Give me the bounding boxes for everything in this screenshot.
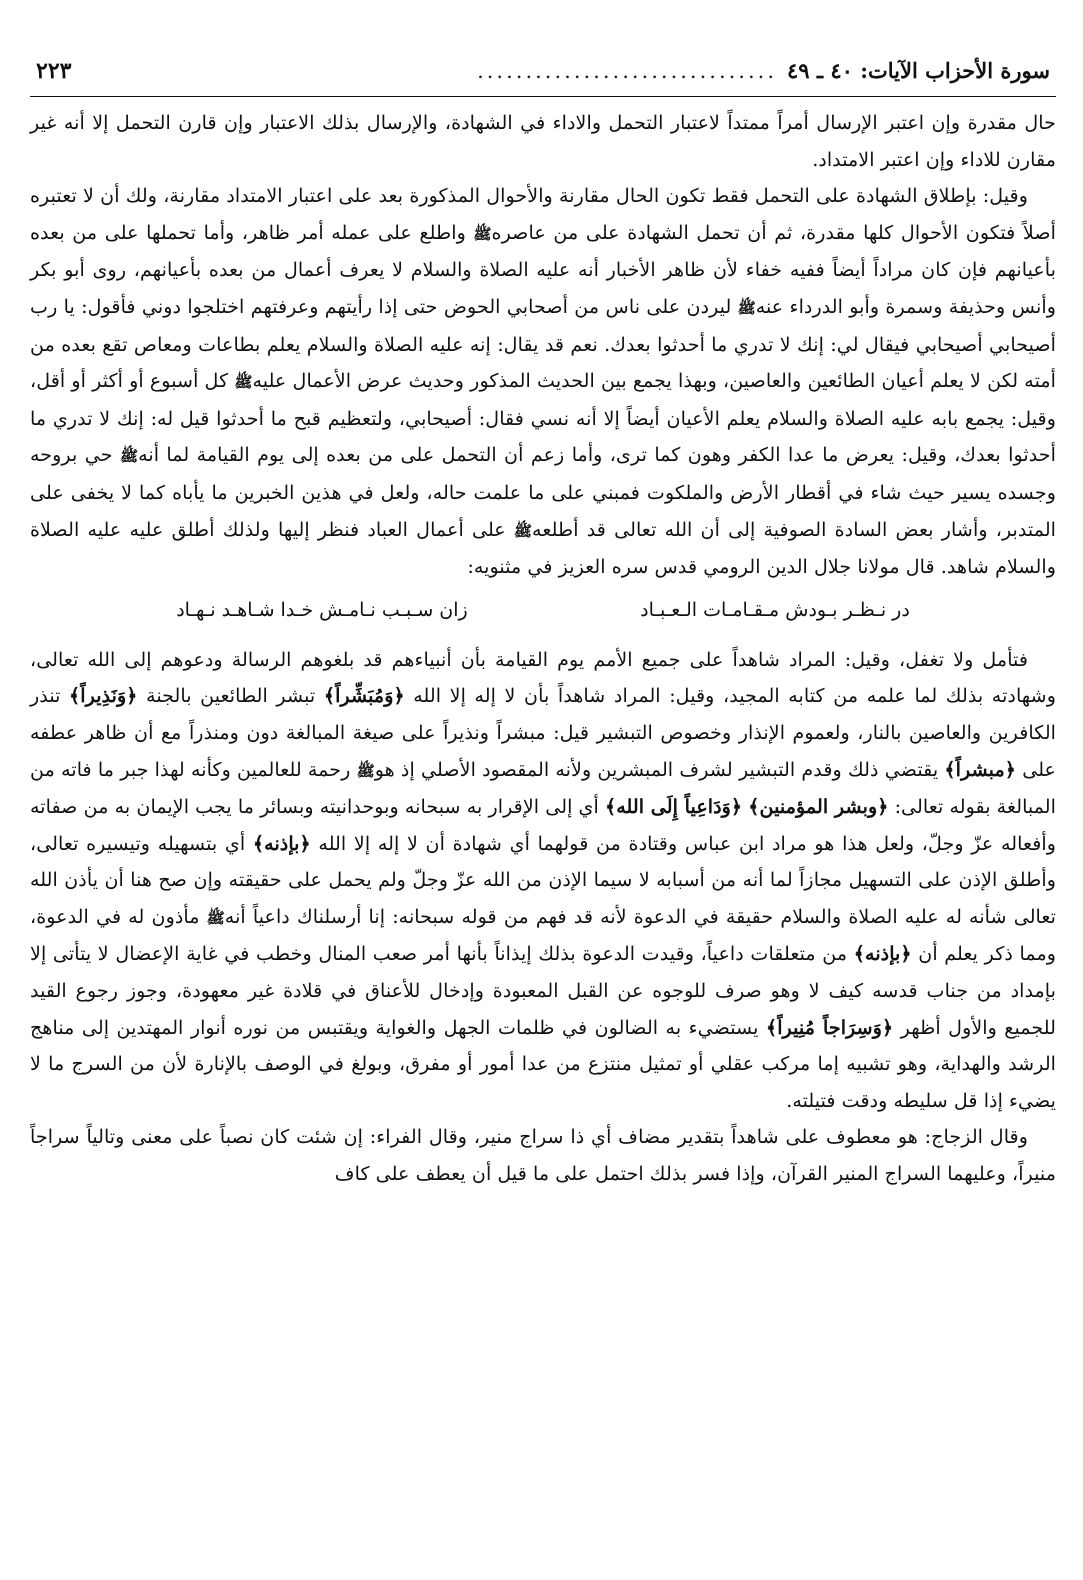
quran-quote: ﴿وَنَذِيراً﴾ (69, 684, 138, 708)
honorific-glyph: ﷺ (206, 908, 225, 927)
quran-quote: ﴿وَدَاعِياً إِلَى الله﴾ (605, 795, 743, 819)
text-run: حال مقدرة وإن اعتبر الإرسال أمراً ممتداً لاعتبار التحمل والاداء في الشهادة، والإرسال بذلك الاعتبار وإن قارن التحمل إلا أنه غير مقارن للاداء وإن اعتبر الامتداد. (30, 111, 1056, 171)
paragraph-4 (30, 1119, 1056, 1192)
paragraph-1 (30, 105, 1056, 178)
text-run: يستضيء به الضالون في ظلمات الجهل والغواية ويقتبس من نوره أنوار المهتدين إلى مناهج الرشد والهداية، وهو تشبيه إما مركب عقلي أو تمثيل منتزع من عدا أمور أو مفرق، وبولغ في الوصف بالإنارة لأن من السرج ما لا يضيء إذا قل سليطه ودقت فتيلته. (30, 1015, 1056, 1112)
text-run: حي بروحه وجسده يسير حيث شاء في أقطار الأرض والملكوت فمبني على ما علمت حاله، ولعل في هذين الخبرين ما يأباه كما لا يخفى على المتدبر، وأشار بعض السادة الصوفية إلى أن الله تعالى قد أطلعه (30, 443, 1056, 541)
book-page (30, 58, 1056, 1558)
quran-quote: ﴿بإذنه﴾ (853, 942, 912, 966)
quran-quote: ﴿وَمُبَشِّراً﴾ (323, 684, 405, 708)
persian-verse (30, 586, 1056, 642)
text-run: وقال الزجاج: هو معطوف على شاهداً بتقدير مضاف أي ذا سراج منير، وقال الفراء: إن شئت كان نصباً على معنى وتالياً سراجاً منيراً، وعليهما السراج المنير القرآن، وإذا فسر بذلك احتمل على ما قيل أن يعطف على كاف (30, 1125, 1056, 1186)
honorific-glyph: ﷺ (737, 298, 756, 317)
chapter-title: سورة الأحزاب الآيات: ٤٠ ـ ٤٩ (787, 58, 1050, 83)
text-run: أي إلى الإقرار به سبحانه وبوحدانيته وبسائر ما يجب الإيمان به من صفاته وأفعاله عزّ وجلّ، ولعل هذا هو مراد ابن عباس وقتادة من قولهما أي شهادة أن لا إله إلا الله (30, 795, 1057, 855)
page-number: ٢٢٣ (36, 58, 72, 84)
verse-right-hemistich: در نـظـر بـودش مـقـامـات الـعـبـاد (640, 598, 910, 621)
paragraph-3 (30, 642, 1056, 1120)
text-run: من متعلقات داعياً، وقيدت الدعوة بذلك إيذاناً بأنها أمر صعب المنال وخطب في غاية الإعضال لا يتأتى إلا بإمداد من جناب قدسه كيف لا وهو صرف للوجوه عن القبل المعبودة وإدخال للأعناق في قلادة غير معهودة، وجوز رجوع القيد للجميع والأول أظهر (30, 942, 1056, 1039)
text-run: تنذر الكافرين والعاصين بالنار، ولعموم الإنذار وخصوص التبشير قيل: مبشراً ونذيراً على صيغة المبالغة دون ومنذراً مع أن ظاهر عطفه على (30, 684, 1056, 781)
verse-left-hemistich: زان سـبـب نـامـش خـدا شـاهـد نـهـاد (176, 598, 468, 621)
honorific-glyph: ﷺ (513, 521, 533, 540)
text-run: فتأمل ولا تغفل، وقيل: المراد شاهداً على جميع الأمم يوم القيامة بأن أنبياءهم قد بلغوهم الرسالة ودعوهم إلى الله تعالى، وشهادته بذلك لما علمه من كتابه المجيد، وقيل: المراد شاهداً بأن لا إله إلا الله (30, 647, 1056, 708)
text-run: كل أسبوع أو أكثر أو أقل، وقيل: يجمع بابه عليه الصلاة والسلام يعلم الأعيان أيضاً إلا أنه نسي فقال: أصيحابي، ولتعظيم قبح ما أحدثوا قيل له: إنك لا تدري ما أحدثوا بعدك، وقيل: يعرض ما عدا الكفر وهون كما ترى، وأما زعم أن التحمل على من بعده إلى يوم القيامة لما أنه (30, 369, 1056, 467)
text-run: ليردن على ناس من أصحابي الحوض حتى إذا رأيتهم وعرفتهم اختلجوا دوني فأقول: يا رب أصيحابي أصيحابي فيقال لي: إنك لا تدري ما أحدثوا بعدك. نعم قد يقال: إنه عليه الصلاة والسلام يعلم بطاعات ومعاص تقع بعده من أمته لكن لا يعلم أعيان الطائعين والعاصين، وبهذا يجمع بين الحديث المذكور وحديث عرض الأعمال عليه (30, 294, 1056, 393)
honorific-glyph: ﷺ (234, 373, 253, 392)
running-head (30, 58, 1056, 97)
text-run: أي بتسهيله وتيسيره تعالى، وأطلق الإذن على التسهيل مجازاً لما أنه من أسبابه لا سيما الإذن من الله عزّ وجلّ ولم يحمل على حقيقته وإن صح هنا أن يأذن الله تعالى شأنه له عليه الصلاة والسلام حقيقة في الدعوة لأنه قد فهم من قوله سبحانه: إنا أرسلناك داعياً أنه (30, 831, 1056, 928)
honorific-glyph: ﷺ (119, 447, 139, 466)
text-run: واطلع على عمله أمر ظاهر، وأما تحملها على من بعده بأعيانهم فإن كان مراداً أيضاً ففيه خفاء لأن ظاهر الأخبار أنه عليه الصلاة والسلام لا يعرف أعمال من بعده بأعيانهم، روى أبو بكر وأنس وحذيفة وسمرة وأبو الدرداء عنه (30, 220, 1056, 318)
text-run: وقيل: بإطلاق الشهادة على التحمل فقط تكون الحال مقارنة والأحوال المذكورة بعد على اعتبار الامتداد مقارنة، ولك أن لا تعتبره أصلاً فتكون الأحوال كلها مقدرة، ثم أن تحمل الشهادة على من عاصره (30, 184, 1057, 244)
text-run: تبشر الطائعين بالجنة (137, 684, 324, 708)
text-run: مأذون له في الدعوة، ومما ذكر يعلم أن (30, 904, 1056, 966)
body-text (30, 105, 1056, 1193)
leader-dots: ............................... (477, 59, 777, 83)
quran-quote: ﴿وَسِرَاجاً مُنِيراً﴾ (765, 1015, 894, 1039)
quran-quote: ﴿مبشراً﴾ (944, 757, 1016, 781)
quran-quote: ﴿بإذنه﴾ (252, 831, 311, 855)
honorific-glyph: ﷺ (356, 761, 375, 780)
honorific-glyph: ﷺ (473, 224, 492, 243)
text-run: على أعمال العباد فنظر إليها ولذلك أطلق عليه عليه الصلاة والسلام شاهد. قال مولانا جلال الدين الرومي قدس سره العزيز في مثنويه: (30, 517, 1056, 579)
text-run: رحمة للعالمين وكأنه لهذا جبر ما فاته من المبالغة بقوله تعالى: (30, 757, 1056, 819)
text-run: يقتضي ذلك وقدم التبشير لشرف المبشرين ولأنه المقصود الأصلي إذ هو (374, 757, 945, 781)
quran-quote: ﴿وبشر المؤمنين﴾ (748, 795, 889, 819)
paragraph-2 (30, 178, 1056, 586)
